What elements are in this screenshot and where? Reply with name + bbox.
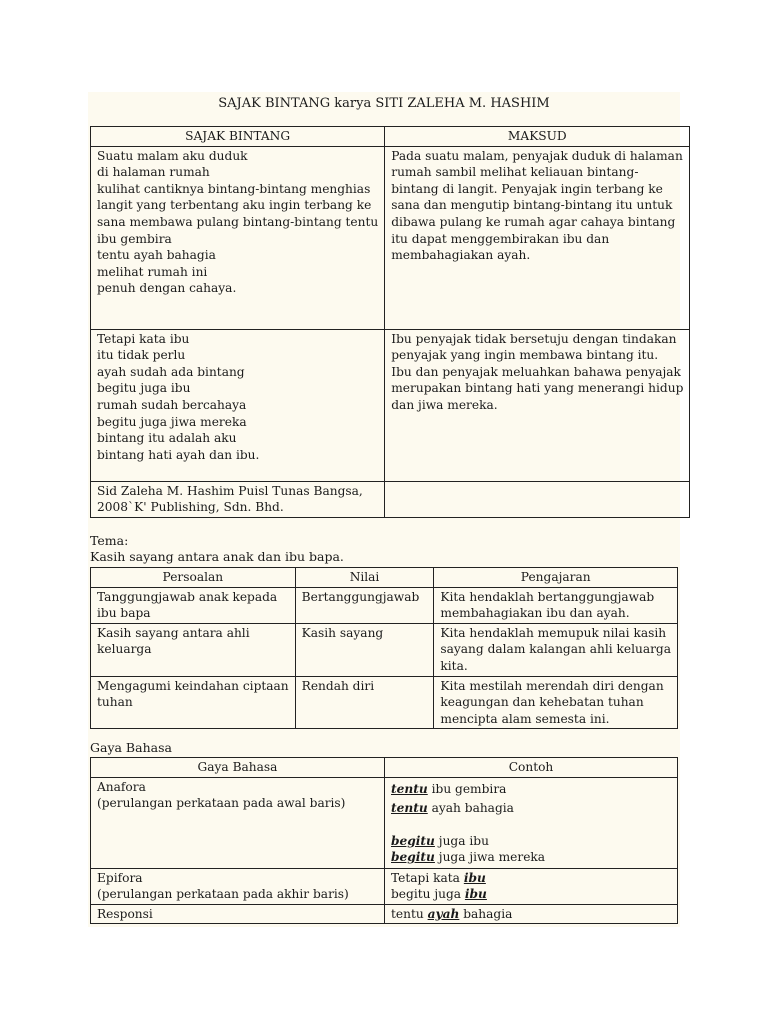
text-line: rumah sudah bercahaya: [97, 397, 247, 412]
table-row: [91, 587, 678, 623]
poem-header: SAJAK BINTANG: [91, 127, 385, 147]
text-line: 2008`K' Publishing, Sdn. Bhd.: [97, 500, 284, 515]
text-line: merupakan bintang hati yang menerangi hidup: [391, 381, 684, 396]
nilai-cell: Bertanggungjawab: [295, 587, 434, 623]
text-line: begitu juga jiwa mereka: [97, 414, 247, 429]
epifora-cell: Epifora (perulangan perkataan pada akhir baris): [91, 868, 385, 904]
values-table: [90, 567, 678, 729]
text-line: kulihat cantiknya bintang-bintang menghias: [97, 181, 371, 196]
text-line: Suatu malam aku duduk: [97, 148, 248, 163]
text-line: tentu ayah bahagia: [97, 248, 216, 263]
text-line: melihat rumah ini: [97, 264, 208, 279]
text-line: ibu gembira: [97, 231, 172, 246]
text-line: itu tidak perlu: [97, 348, 186, 363]
text-line: dan jiwa mereka.: [391, 397, 498, 412]
gaya-header: Gaya Bahasa: [91, 758, 385, 778]
table-row: [91, 481, 690, 517]
text-line: Pada suatu malam, penyajak duduk di halaman: [391, 148, 683, 163]
tema-label: Tema:: [90, 533, 129, 548]
text-line: penuh dengan cahaya.: [97, 281, 237, 296]
text-line: bintang di langit. Penyajak ingin terbang ke: [391, 181, 663, 196]
table-row: [91, 777, 678, 868]
pengajaran-cell: Kita hendaklah memupuk nilai kasih sayang dalam kalangan ahli keluarga kita.: [434, 623, 678, 676]
contoh-header: Contoh: [385, 758, 678, 778]
anafora-cell: Anafora (perulangan perkataan pada awal baris): [91, 777, 385, 868]
document-title: SAJAK BINTANG karya SITI ZALEHA M. HASHIM: [218, 96, 550, 111]
text-line: bintang itu adalah aku: [97, 431, 237, 446]
responsi-cell: Responsi: [91, 904, 385, 924]
text-line: itu dapat menggembirakan ibu dan: [391, 231, 610, 246]
text-line: penyajak yang ingin membawa bintang itu.: [391, 348, 659, 363]
table-row: [91, 146, 690, 329]
text-line: Ibu penyajak tidak bersetuju dengan tindakan: [391, 331, 677, 346]
persoalan-header: Persoalan: [91, 568, 296, 588]
pengajaran-cell: Kita mestilah merendah diri dengan keagungan dan kehebatan tuhan mencipta alam semesta ini.: [434, 676, 678, 729]
table-row: [91, 904, 678, 924]
nilai-cell: Rendah diri: [295, 676, 434, 729]
poem-source: [91, 481, 385, 517]
anafora-example: tentu ibu gembira tentu ayah bahagia begitu juga ibu begitu juga jiwa mereka: [385, 777, 678, 868]
text-line: Tetapi kata ibu: [97, 331, 190, 346]
table-row: [91, 868, 678, 904]
meaning-header: MAKSUD: [385, 127, 690, 147]
table-row: [91, 623, 678, 676]
nilai-cell: Kasih sayang: [295, 623, 434, 676]
epifora-example: Tetapi kata ibu begitu juga ibu: [385, 868, 678, 904]
persoalan-cell: Tanggungjawab anak kepada ibu bapa: [91, 587, 296, 623]
text-line: bintang hati ayah dan ibu.: [97, 447, 260, 462]
poem-table: [90, 126, 690, 518]
stanza-meaning: [385, 329, 690, 481]
table-row: [91, 329, 690, 481]
text-line: sana membawa pulang bintang-bintang tentu: [97, 214, 379, 229]
stanza-meaning: [385, 146, 690, 329]
poem-stanza: [91, 329, 385, 481]
text-line: sana dan mengutip bintang-bintang itu untuk: [391, 198, 673, 213]
empty-cell: [385, 481, 690, 517]
text-line: langit yang terbentang aku ingin terbang ke: [97, 198, 372, 213]
nilai-header: Nilai: [295, 568, 434, 588]
text-line: rumah sambil melihat keliauan bintang-: [391, 165, 639, 180]
pengajaran-cell: Kita hendaklah bertanggungjawab membahagiakan ibu dan ayah.: [434, 587, 678, 623]
text-line: ayah sudah ada bintang: [97, 364, 245, 379]
pengajaran-header: Pengajaran: [434, 568, 678, 588]
text-line: di halaman rumah: [97, 165, 210, 180]
persoalan-cell: Mengagumi keindahan ciptaan tuhan: [91, 676, 296, 729]
text-line: begitu juga ibu: [97, 381, 191, 396]
text-line: Ibu dan penyajak meluahkan bahawa penyajak: [391, 364, 681, 379]
poem-stanza: [91, 146, 385, 329]
persoalan-cell: Kasih sayang antara ahli keluarga: [91, 623, 296, 676]
table-row: [91, 676, 678, 729]
tema-text: Kasih sayang antara anak dan ibu bapa.: [90, 549, 344, 564]
text-line: dibawa pulang ke rumah agar cahaya bintang: [391, 214, 676, 229]
style-table: [90, 757, 678, 924]
text-line: Sid Zaleha M. Hashim Puisl Tunas Bangsa,: [97, 483, 363, 498]
gaya-bahasa-label: Gaya Bahasa: [90, 740, 172, 755]
responsi-example: tentu ayah bahagia: [385, 904, 678, 924]
text-line: membahagiakan ayah.: [391, 248, 531, 263]
